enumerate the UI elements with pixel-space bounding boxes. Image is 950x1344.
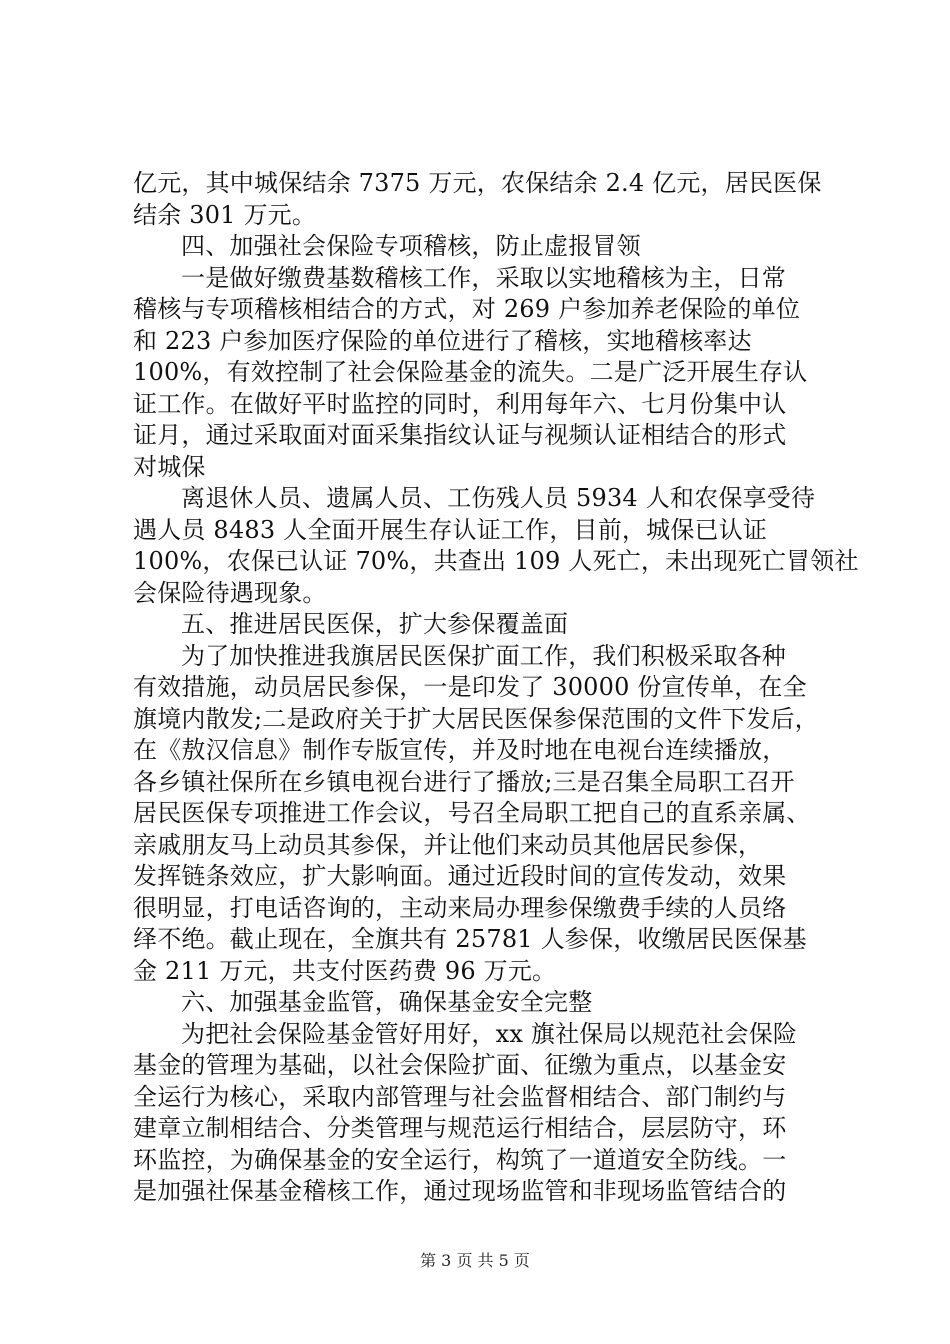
text-line: 亲戚朋友马上动员其参保，并让他们来动员其他居民参保，	[133, 830, 763, 859]
page-footer: 第 3 页 共 5 页	[420, 1251, 530, 1270]
text-line: 很明显，打电话咨询的，主动来局办理参保缴费手续的人员络	[133, 893, 787, 922]
text-line: 100%，有效控制了社会保险基金的流失。二是广泛开展生存认	[133, 358, 808, 386]
text-line: 金 211 万元，共支付医药费 96 万元。	[133, 956, 557, 985]
text-line: 绎不绝。截止现在，全旗共有 25781 人参保，收缴居民医保基	[133, 925, 807, 953]
text-line: 为把社会保险基金管好用好，xx 旗社保局以规范社会保险	[181, 1019, 798, 1048]
document-body	[133, 168, 859, 1208]
text-line: 100%，农保已认证 70%，共查出 109 人死亡，未出现死亡冒领社	[133, 547, 859, 575]
text-line: 全运行为核心，采取内部管理与社会监督相结合、部门制约与	[133, 1082, 787, 1111]
text-line: 六、加强基金监管，确保基金安全完整	[181, 988, 593, 1016]
text-line: 发挥链条效应，扩大影响面。通过近段时间的宣传发动，效果	[133, 862, 787, 890]
text-line: 四、加强社会保险专项稽核，防止虚报冒领	[181, 232, 641, 260]
text-line: 居民医保专项推进工作会议，号召全局职工把自己的直系亲属、	[133, 799, 811, 827]
text-line: 证工作。在做好平时监控的同时，利用每年六、七月份集中认	[133, 389, 787, 418]
text-line: 为了加快推进我旗居民医保扩面工作，我们积极采取各种	[181, 641, 786, 670]
text-line: 基金的管理为基础，以社会保险扩面、征缴为重点，以基金安	[133, 1051, 787, 1079]
text-line: 有效措施，动员居民参保，一是印发了 30000 份宣传单，在全	[133, 673, 807, 701]
text-line: 遇人员 8483 人全面开展生存认证工作，目前，城保已认证	[133, 515, 768, 544]
text-line: 稽核与专项稽核相结合的方式，对 269 户参加养老保险的单位	[133, 295, 801, 323]
text-line: 在《敖汉信息》制作专版宣传，并及时地在电视台连续播放，	[133, 736, 787, 764]
text-line: 和 223 户参加医疗保险的单位进行了稽核，实地稽核率达	[133, 326, 752, 355]
text-line: 各乡镇社保所在乡镇电视台进行了播放;三是召集全局职工召开	[133, 767, 795, 796]
text-line: 离退休人员、遗属人员、工伤残人员 5934 人和农保享受待	[181, 484, 816, 512]
text-line: 是加强社保基金稽核工作，通过现场监管和非现场监管结合的	[133, 1177, 787, 1205]
text-line: 一是做好缴费基数稽核工作，采取以实地稽核为主，日常	[181, 263, 786, 292]
text-line: 会保险待遇现象。	[133, 578, 327, 607]
text-line: 结余 301 万元。	[133, 200, 317, 229]
text-line: 对城保	[133, 452, 206, 481]
text-line: 建章立制相结合、分类管理与规范运行相结合，层层防守，环	[133, 1114, 787, 1142]
text-line: 亿元，其中城保结余 7375 万元，农保结余 2.4 亿元，居民医保	[133, 169, 822, 197]
text-line: 五、推进居民医保，扩大参保覆盖面	[181, 610, 569, 638]
text-line: 环监控，为确保基金的安全运行，构筑了一道道安全防线。一	[133, 1145, 787, 1174]
text-line: 旗境内散发;二是政府关于扩大居民医保参保范围的文件下发后，	[133, 704, 819, 733]
text-line: 证月，通过采取面对面采集指纹认证与视频认证相结合的形式	[133, 421, 787, 449]
